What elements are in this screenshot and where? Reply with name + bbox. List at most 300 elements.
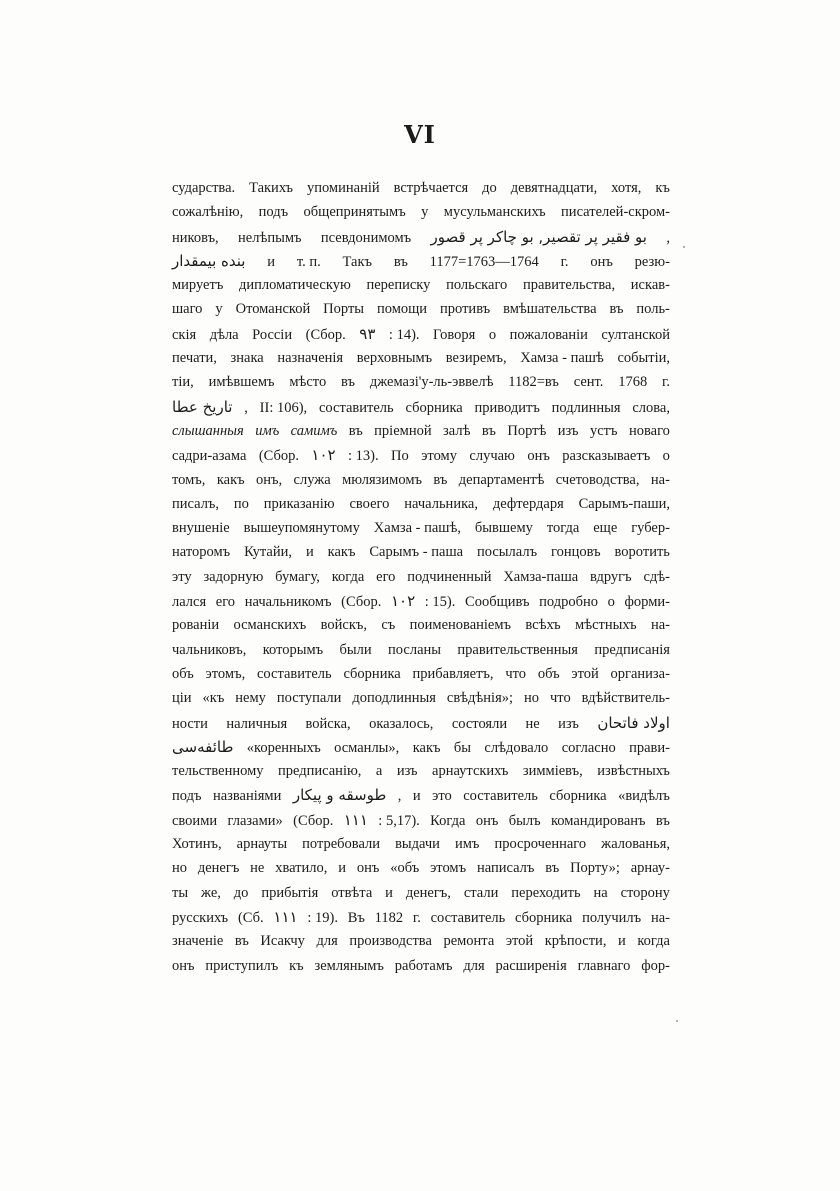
word: въ bbox=[341, 374, 355, 391]
word: рованіи bbox=[172, 617, 220, 634]
arabic-phrase: ۱۱۱ bbox=[343, 810, 368, 829]
word: лался bbox=[172, 594, 207, 611]
word: войскъ, bbox=[320, 617, 367, 634]
word: на- bbox=[650, 909, 670, 926]
word: мѣсто bbox=[289, 374, 327, 391]
word: слова, bbox=[632, 399, 670, 416]
word: департаментѣ bbox=[458, 471, 545, 488]
word: производства bbox=[349, 933, 432, 950]
word: въ bbox=[609, 301, 624, 318]
word: переписку bbox=[366, 277, 431, 294]
italic-word: слышанныя bbox=[172, 422, 244, 439]
word: г. bbox=[560, 253, 569, 270]
word: 1182=въ bbox=[508, 374, 559, 391]
word: гонцовъ bbox=[551, 544, 601, 561]
word: до bbox=[482, 180, 497, 196]
word: крѣпости, bbox=[544, 933, 607, 950]
word: везиремъ, bbox=[445, 350, 507, 367]
word: землянымъ bbox=[314, 957, 384, 974]
word: но bbox=[172, 860, 188, 877]
word: Такихъ bbox=[249, 180, 294, 196]
text-line bbox=[172, 613, 670, 637]
word: воротить bbox=[614, 544, 670, 561]
word: въ bbox=[393, 253, 408, 270]
word: посланы bbox=[388, 641, 442, 658]
word: Кутайи, bbox=[244, 544, 292, 561]
word: 1177=1763—1764 bbox=[429, 253, 539, 270]
word: новаго bbox=[628, 422, 670, 439]
word: войска, bbox=[305, 715, 351, 732]
word: онъ, bbox=[256, 471, 283, 488]
word: пріемной bbox=[374, 422, 432, 439]
word: мируетъ bbox=[172, 277, 224, 294]
word: посылалъ bbox=[476, 544, 538, 561]
word: что bbox=[505, 665, 527, 682]
word: мѣстныхъ bbox=[575, 617, 637, 634]
word: изъ bbox=[557, 422, 579, 439]
text-line bbox=[172, 638, 670, 662]
word: сборника bbox=[405, 399, 463, 416]
word: на- bbox=[650, 471, 670, 488]
word: джемазі'у-ль-эввелѣ bbox=[369, 374, 494, 391]
word: сожалѣнію, bbox=[172, 204, 244, 221]
word: въ bbox=[545, 860, 560, 877]
word: съ bbox=[381, 617, 396, 634]
word: состояли bbox=[451, 715, 508, 732]
text-line bbox=[172, 273, 670, 297]
word: но bbox=[524, 690, 540, 707]
word: и bbox=[412, 788, 421, 805]
word: просроченнаго bbox=[494, 836, 587, 853]
word: были bbox=[339, 641, 372, 658]
word: псевдонимомъ bbox=[320, 229, 412, 246]
word: «къ bbox=[202, 690, 225, 707]
word: девятнадцати, bbox=[510, 180, 598, 196]
word: что bbox=[550, 690, 571, 707]
word: вмѣшательства bbox=[503, 301, 597, 318]
word: его bbox=[215, 594, 236, 611]
text-line bbox=[172, 249, 670, 273]
word: нему bbox=[235, 690, 266, 707]
word: тельственному bbox=[172, 763, 264, 780]
word: «видѣлъ bbox=[618, 788, 670, 805]
word: жалованья, bbox=[601, 836, 670, 853]
word: какъ bbox=[327, 544, 356, 561]
word: оказалось, bbox=[369, 715, 434, 732]
word: хватило, bbox=[275, 860, 328, 877]
text-line bbox=[172, 905, 670, 929]
text-line bbox=[172, 589, 670, 613]
word: ціи bbox=[172, 690, 192, 707]
word: бывшему bbox=[474, 520, 533, 537]
text-line bbox=[172, 225, 670, 249]
word: резю- bbox=[634, 253, 670, 270]
word: счетоводства, bbox=[555, 471, 640, 488]
word: подъ bbox=[172, 788, 202, 805]
word: (Сбор. bbox=[293, 812, 334, 829]
text-line bbox=[172, 200, 670, 224]
word: эту bbox=[172, 568, 192, 585]
word: арнауты bbox=[236, 836, 288, 853]
word: прави- bbox=[629, 739, 670, 756]
word: пожалованіи bbox=[509, 326, 588, 343]
word: дефтердаря bbox=[492, 495, 564, 512]
word: начальника, bbox=[404, 495, 478, 512]
word: печати, bbox=[172, 350, 217, 367]
word: этой bbox=[571, 665, 599, 682]
word: арнаутскихъ bbox=[432, 763, 509, 780]
word: : 5,17). bbox=[378, 812, 420, 829]
arabic-phrase: ۱۰۲ bbox=[390, 592, 416, 611]
text-line bbox=[172, 492, 670, 516]
italic-word: имъ bbox=[255, 422, 280, 439]
text-line bbox=[172, 540, 670, 564]
word: зимміевъ, bbox=[522, 763, 583, 780]
word: Говоря bbox=[433, 326, 476, 343]
word: отвѣта bbox=[331, 884, 373, 901]
text-line bbox=[172, 297, 670, 321]
word: Исакчу bbox=[260, 933, 305, 950]
word: онъ bbox=[475, 812, 499, 829]
word: получилъ bbox=[582, 909, 642, 926]
word: до bbox=[233, 884, 249, 901]
word: : 15). bbox=[424, 594, 456, 611]
word: помощи bbox=[376, 301, 428, 318]
word: къ bbox=[655, 180, 670, 196]
word: своими bbox=[172, 812, 218, 829]
word: , bbox=[397, 788, 402, 805]
word: поименованіемъ bbox=[409, 617, 512, 634]
word: и bbox=[267, 253, 276, 270]
word: разсказываетъ bbox=[562, 448, 651, 465]
word: ремонта bbox=[443, 933, 495, 950]
word: Хамза - пашѣ, bbox=[373, 520, 461, 537]
word: арнау- bbox=[630, 860, 670, 877]
word: былъ bbox=[508, 812, 541, 829]
text-line bbox=[172, 832, 670, 856]
word: задорную bbox=[203, 568, 264, 585]
word: г. bbox=[412, 909, 421, 926]
word: у bbox=[215, 301, 223, 318]
word: наторомъ bbox=[172, 544, 231, 561]
word: въ bbox=[234, 933, 249, 950]
text-line bbox=[172, 346, 670, 370]
word: Такъ bbox=[342, 253, 373, 270]
word: которымъ bbox=[262, 641, 324, 658]
word: этомъ bbox=[430, 860, 467, 877]
word: у bbox=[421, 204, 429, 221]
arabic-phrase: طائفه‌سى bbox=[172, 737, 234, 756]
text-line bbox=[172, 370, 670, 394]
arabic-phrase: ۱۱۱ bbox=[273, 907, 298, 926]
word: (Сб. bbox=[237, 909, 264, 926]
text-line bbox=[172, 783, 670, 807]
word: тіи, bbox=[172, 374, 194, 391]
word: приступилъ bbox=[205, 957, 279, 974]
word: фор- bbox=[641, 957, 670, 974]
word: верховнымъ bbox=[356, 350, 433, 367]
word: османскихъ bbox=[233, 617, 307, 634]
word: форми- bbox=[624, 594, 670, 611]
word: правительства, bbox=[522, 277, 616, 294]
word: предписанію, bbox=[277, 763, 362, 780]
word: : 14). bbox=[388, 326, 420, 343]
word: выдачи bbox=[395, 836, 440, 853]
text-line bbox=[172, 881, 670, 905]
word: II: 106), bbox=[259, 399, 308, 416]
word: названіями bbox=[212, 788, 282, 805]
word: внушеніе bbox=[172, 520, 230, 537]
text-line bbox=[172, 954, 670, 978]
word: изъ bbox=[558, 715, 579, 732]
word: тогда bbox=[546, 520, 580, 537]
word: подъ bbox=[258, 204, 289, 221]
text-line bbox=[172, 468, 670, 492]
word: Въ bbox=[347, 909, 365, 926]
word: согласно bbox=[561, 739, 616, 756]
word: подробно bbox=[539, 594, 598, 611]
word: всѣхъ bbox=[525, 617, 561, 634]
word: начальникомъ bbox=[244, 594, 332, 611]
word: чальниковъ, bbox=[172, 641, 247, 658]
word: въ bbox=[348, 422, 363, 439]
word: сент. bbox=[573, 374, 604, 391]
word: наличныя bbox=[226, 715, 288, 732]
text-line bbox=[172, 662, 670, 686]
text-line bbox=[172, 759, 670, 783]
word: Хотинъ, bbox=[172, 836, 222, 853]
arabic-phrase: ۹۳ bbox=[359, 324, 376, 343]
word: составитель bbox=[318, 399, 394, 416]
word: сторону bbox=[620, 884, 670, 901]
text-line bbox=[172, 443, 670, 467]
word: упоминаній bbox=[306, 180, 380, 196]
word: это bbox=[432, 788, 452, 805]
word: этой bbox=[505, 933, 534, 950]
word: Сообщивъ bbox=[465, 594, 530, 611]
word: командированъ bbox=[550, 812, 646, 829]
text-line bbox=[172, 419, 670, 443]
word: предписанія bbox=[594, 641, 670, 658]
word: ности bbox=[172, 715, 208, 732]
word: значеніе bbox=[172, 933, 224, 950]
word: онъ bbox=[527, 448, 550, 465]
word: свѣдѣнія»; bbox=[446, 690, 514, 707]
word: онъ bbox=[356, 860, 380, 877]
word: на bbox=[593, 884, 608, 901]
word: Сарымъ-паши, bbox=[578, 495, 670, 512]
text-line bbox=[172, 176, 670, 200]
word: глазами» bbox=[227, 812, 283, 829]
word: писалъ, bbox=[172, 495, 220, 512]
word: когда bbox=[637, 933, 670, 950]
word: поступали bbox=[276, 690, 342, 707]
word: хотя, bbox=[611, 180, 642, 196]
italic-word: самимъ bbox=[290, 422, 338, 439]
word: мюлязимомъ bbox=[342, 471, 422, 488]
word: а bbox=[375, 763, 383, 780]
word: главнаго bbox=[577, 957, 631, 974]
word: и bbox=[305, 544, 314, 561]
word: не bbox=[525, 715, 540, 732]
word: расширенія bbox=[495, 957, 567, 974]
word: бумагу, bbox=[275, 568, 320, 585]
word: шаго bbox=[172, 301, 203, 318]
text-line bbox=[172, 565, 670, 589]
word: искав- bbox=[630, 277, 670, 294]
arabic-phrase: بنده بيمقدار bbox=[172, 251, 246, 270]
arabic-phrase: بو فقير پر تقصير, بو چاکر پر قصور bbox=[430, 227, 647, 246]
body-text bbox=[172, 176, 670, 978]
word: противъ bbox=[440, 301, 491, 318]
word: 1182 bbox=[374, 909, 404, 926]
arabic-phrase: اولاد فاتحان bbox=[597, 713, 670, 732]
word: Порты bbox=[323, 301, 365, 318]
word: же, bbox=[201, 884, 221, 901]
word: Отоманской bbox=[235, 301, 311, 318]
word: въ bbox=[481, 422, 496, 439]
word: знака bbox=[230, 350, 264, 367]
word: онъ bbox=[172, 957, 195, 974]
word: организа- bbox=[610, 665, 670, 682]
text-line bbox=[172, 735, 670, 759]
word: сборника bbox=[343, 665, 401, 682]
word: онъ bbox=[590, 253, 613, 270]
word: Порту»; bbox=[570, 860, 620, 877]
word: имъ bbox=[454, 836, 480, 853]
word: (Сбор. bbox=[305, 326, 346, 343]
text-line bbox=[172, 395, 670, 419]
word: мусульманскихъ bbox=[443, 204, 546, 221]
word: г. bbox=[662, 374, 670, 391]
word: , bbox=[666, 229, 670, 246]
word: ты bbox=[172, 884, 189, 901]
word: имѣвшемъ bbox=[208, 374, 275, 391]
word: о bbox=[662, 448, 670, 465]
word: въ bbox=[433, 471, 448, 488]
word: Хамза-паша bbox=[503, 568, 579, 585]
word: : 19). bbox=[307, 909, 338, 926]
word: денегъ bbox=[197, 860, 240, 877]
word: составитель bbox=[256, 665, 332, 682]
word: приказанію bbox=[263, 495, 335, 512]
word: приводитъ bbox=[474, 399, 540, 416]
word: сударства. bbox=[172, 180, 236, 196]
word: объ bbox=[537, 665, 560, 682]
word: сдѣ- bbox=[643, 568, 670, 585]
word: никовъ, bbox=[172, 229, 219, 246]
word: т. п. bbox=[296, 253, 321, 270]
arabic-phrase: طوسقه و پيكار bbox=[292, 786, 387, 805]
word: скія bbox=[172, 326, 197, 343]
word: прибытія bbox=[261, 884, 319, 901]
word: этомъ, bbox=[205, 665, 246, 682]
word: встрѣчается bbox=[393, 180, 469, 196]
word: дѣла bbox=[209, 326, 239, 343]
word: не bbox=[250, 860, 265, 877]
word: и bbox=[338, 860, 347, 877]
word: залѣ bbox=[443, 422, 471, 439]
word: своего bbox=[349, 495, 390, 512]
word: сборника bbox=[549, 788, 607, 805]
word: По bbox=[391, 448, 409, 465]
word: слѣдовало bbox=[484, 739, 549, 756]
word: бы bbox=[453, 739, 472, 756]
word: изъ bbox=[396, 763, 418, 780]
word: правительственныя bbox=[457, 641, 578, 658]
word: какъ bbox=[412, 739, 441, 756]
text-line bbox=[172, 686, 670, 710]
word: , bbox=[244, 399, 248, 416]
word: стали bbox=[463, 884, 499, 901]
word: садри-азама bbox=[172, 448, 247, 465]
word: написалъ bbox=[476, 860, 535, 877]
word: русскихъ bbox=[172, 909, 229, 926]
word: Сарымъ - паша bbox=[369, 544, 464, 561]
word: подлинныя bbox=[551, 399, 621, 416]
word: (Сбор. bbox=[258, 448, 299, 465]
word: вдругъ bbox=[590, 568, 632, 585]
word: вышеупомянутому bbox=[243, 520, 360, 537]
word: нелѣпымъ bbox=[238, 229, 302, 246]
word: случаю bbox=[469, 448, 515, 465]
word: еще bbox=[593, 520, 618, 537]
word: для bbox=[316, 933, 338, 950]
word: составитель bbox=[463, 788, 538, 805]
text-line bbox=[172, 711, 670, 735]
word: денегъ, bbox=[405, 884, 451, 901]
text-line bbox=[172, 322, 670, 346]
word: устъ bbox=[590, 422, 618, 439]
word: 1768 bbox=[618, 374, 648, 391]
word: составитель bbox=[430, 909, 506, 926]
word: его bbox=[376, 568, 396, 585]
word: работамъ bbox=[394, 957, 453, 974]
word: общепринятымъ bbox=[303, 204, 406, 221]
word: (Сбор. bbox=[341, 594, 382, 611]
word: назначенія bbox=[277, 350, 344, 367]
word: о bbox=[607, 594, 615, 611]
word: Хамза - пашѣ bbox=[520, 350, 604, 367]
word: и bbox=[618, 933, 626, 950]
word: султанской bbox=[601, 326, 670, 343]
scan-speck bbox=[676, 1020, 678, 1022]
word: на- bbox=[650, 617, 670, 634]
word: служа bbox=[293, 471, 331, 488]
arabic-phrase: ۱۰۲ bbox=[311, 446, 336, 465]
word: писателей-скром- bbox=[561, 204, 670, 221]
page-number: VI bbox=[404, 120, 436, 149]
text-line bbox=[172, 856, 670, 880]
word: объ bbox=[172, 665, 194, 682]
word: въ bbox=[655, 812, 670, 829]
arabic-phrase: تاريخ عطا bbox=[172, 397, 233, 416]
word: поль- bbox=[636, 301, 670, 318]
word: событіи, bbox=[617, 350, 670, 367]
word: по bbox=[233, 495, 249, 512]
text-line bbox=[172, 516, 670, 540]
word: о bbox=[488, 326, 497, 343]
word: : 13). bbox=[348, 448, 379, 465]
word: прибавляетъ, bbox=[412, 665, 494, 682]
word: доподлинныя bbox=[352, 690, 436, 707]
word: къ bbox=[289, 957, 304, 974]
word: «объ bbox=[390, 860, 420, 877]
word: когда bbox=[331, 568, 365, 585]
word: для bbox=[463, 957, 485, 974]
word: какъ bbox=[216, 471, 245, 488]
scan-speck bbox=[683, 246, 685, 248]
